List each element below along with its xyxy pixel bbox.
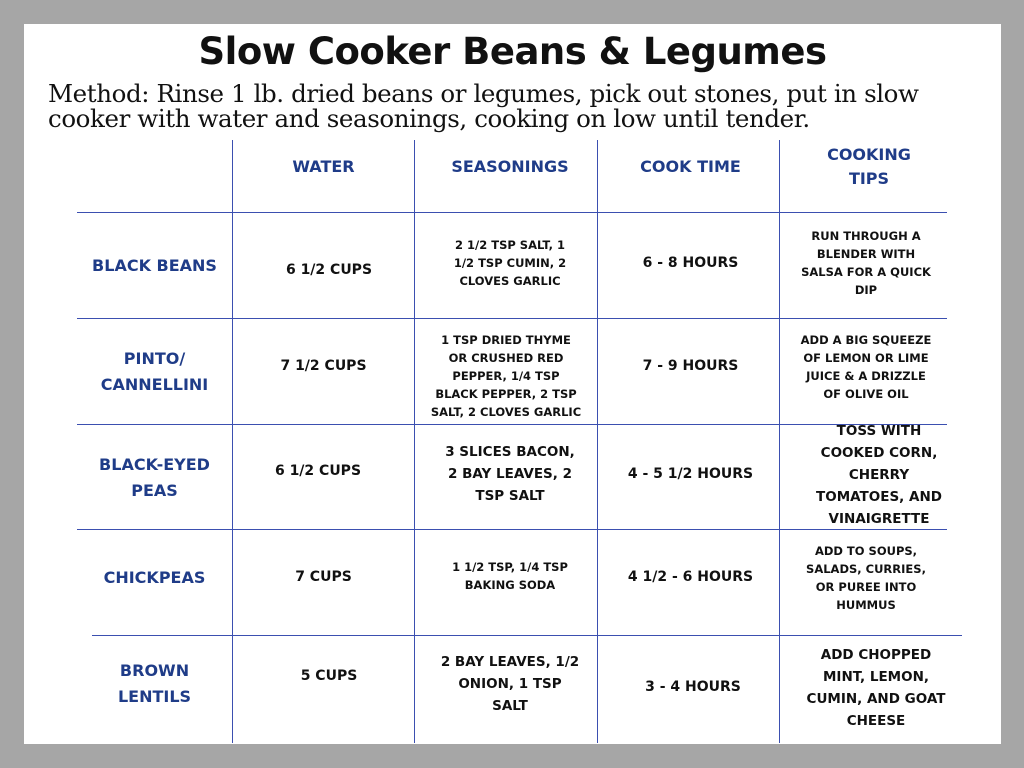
header-cooking-tips [780, 140, 958, 194]
row-label-line: LENTILS [117, 687, 192, 706]
seasonings-black-beans: 2 1/2 TSP SALT, 1 1/2 TSP CUMIN, 2 CLOVES GARLIC [453, 238, 567, 288]
water-black-eyed-peas: 6 1/2 CUPS [274, 463, 362, 479]
page-title: Slow Cooker Beans & Legumes [198, 30, 827, 73]
row-label-line: BLACK BEANS [92, 255, 217, 275]
seasonings-chickpeas: 1 1/2 TSP, 1/4 TSP BAKING SODA [452, 560, 568, 592]
cook-time-black-beans: 6 - 8 HOURS [642, 255, 739, 271]
row-label-chickpeas [77, 530, 232, 626]
row-label-brown-lentils [77, 636, 232, 732]
tips-black-eyed-peas: TOSS WITH COOKED CORN, CHERRY TOMATOES, AND VINAIGRETTE [816, 423, 942, 527]
seasonings-brown-lentils: 2 BAY LEAVES, 1/2 ONION, 1 TSP SALT [440, 654, 580, 714]
method-text: Method: Rinse 1 lb. dried beans or legumes, pick out stones, put in slow cooker with water and seasonings, cooking on low until tender. [48, 79, 919, 133]
row-label-line: BLACK-EYED [99, 454, 210, 474]
header-seasonings: SEASONINGS [451, 157, 569, 176]
water-brown-lentils: 5 CUPS [300, 668, 358, 684]
grid-line [414, 140, 415, 743]
tips-brown-lentils: ADD CHOPPED MINT, LEMON, CUMIN, AND GOAT CHEESE [806, 647, 946, 729]
grid-line [232, 140, 233, 743]
row-label-line: CANNELLINI [100, 374, 209, 394]
row-label-line: PEAS [131, 480, 178, 500]
water-chickpeas: 7 CUPS [295, 569, 352, 585]
header-water: WATER [292, 157, 355, 176]
row-label-line: BROWN [119, 661, 190, 680]
row-label-pinto-cannellini [77, 319, 232, 424]
header-tips-line2: TIPS [848, 169, 890, 188]
tips-black-beans: RUN THROUGH A BLENDER WITH SALSA FOR A QUICK DIP [801, 229, 931, 297]
tips-pinto-cannellini: ADD A BIG SQUEEZE OF LEMON OR LIME JUICE & A DRIZZLE OF OLIVE OIL [800, 333, 932, 401]
cook-time-pinto-cannellini: 7 - 9 HOURS [642, 358, 739, 374]
grid-line [597, 140, 598, 743]
cook-time-chickpeas: 4 1/2 - 6 HOURS [627, 569, 754, 585]
header-tips-line1: COOKING [827, 145, 911, 164]
water-pinto-cannellini: 7 1/2 CUPS [280, 358, 367, 374]
tips-chickpeas: ADD TO SOUPS, SALADS, CURRIES, OR PUREE INTO HUMMUS [806, 544, 926, 612]
water-black-beans: 6 1/2 CUPS [285, 262, 373, 278]
cook-time-black-eyed-peas: 4 - 5 1/2 HOURS [627, 466, 754, 482]
grid-line [779, 140, 780, 743]
row-label-black-beans [77, 213, 232, 318]
row-label-line: CHICKPEAS [103, 568, 206, 587]
header-cook-time: COOK TIME [640, 157, 741, 176]
cook-time-brown-lentils: 3 - 4 HOURS [645, 679, 741, 695]
row-label-black-eyed-peas [77, 425, 232, 530]
seasonings-pinto-cannellini: 1 TSP DRIED THYME OR CRUSHED RED PEPPER, 1/4 TSP BLACK PEPPER, 2 TSP SALT, 2 CLOVES GARLIC [430, 333, 582, 419]
seasonings-black-eyed-peas: 3 SLICES BACON, 2 BAY LEAVES, 2 TSP SALT [445, 444, 575, 504]
row-label-line: PINTO/ [123, 348, 186, 368]
